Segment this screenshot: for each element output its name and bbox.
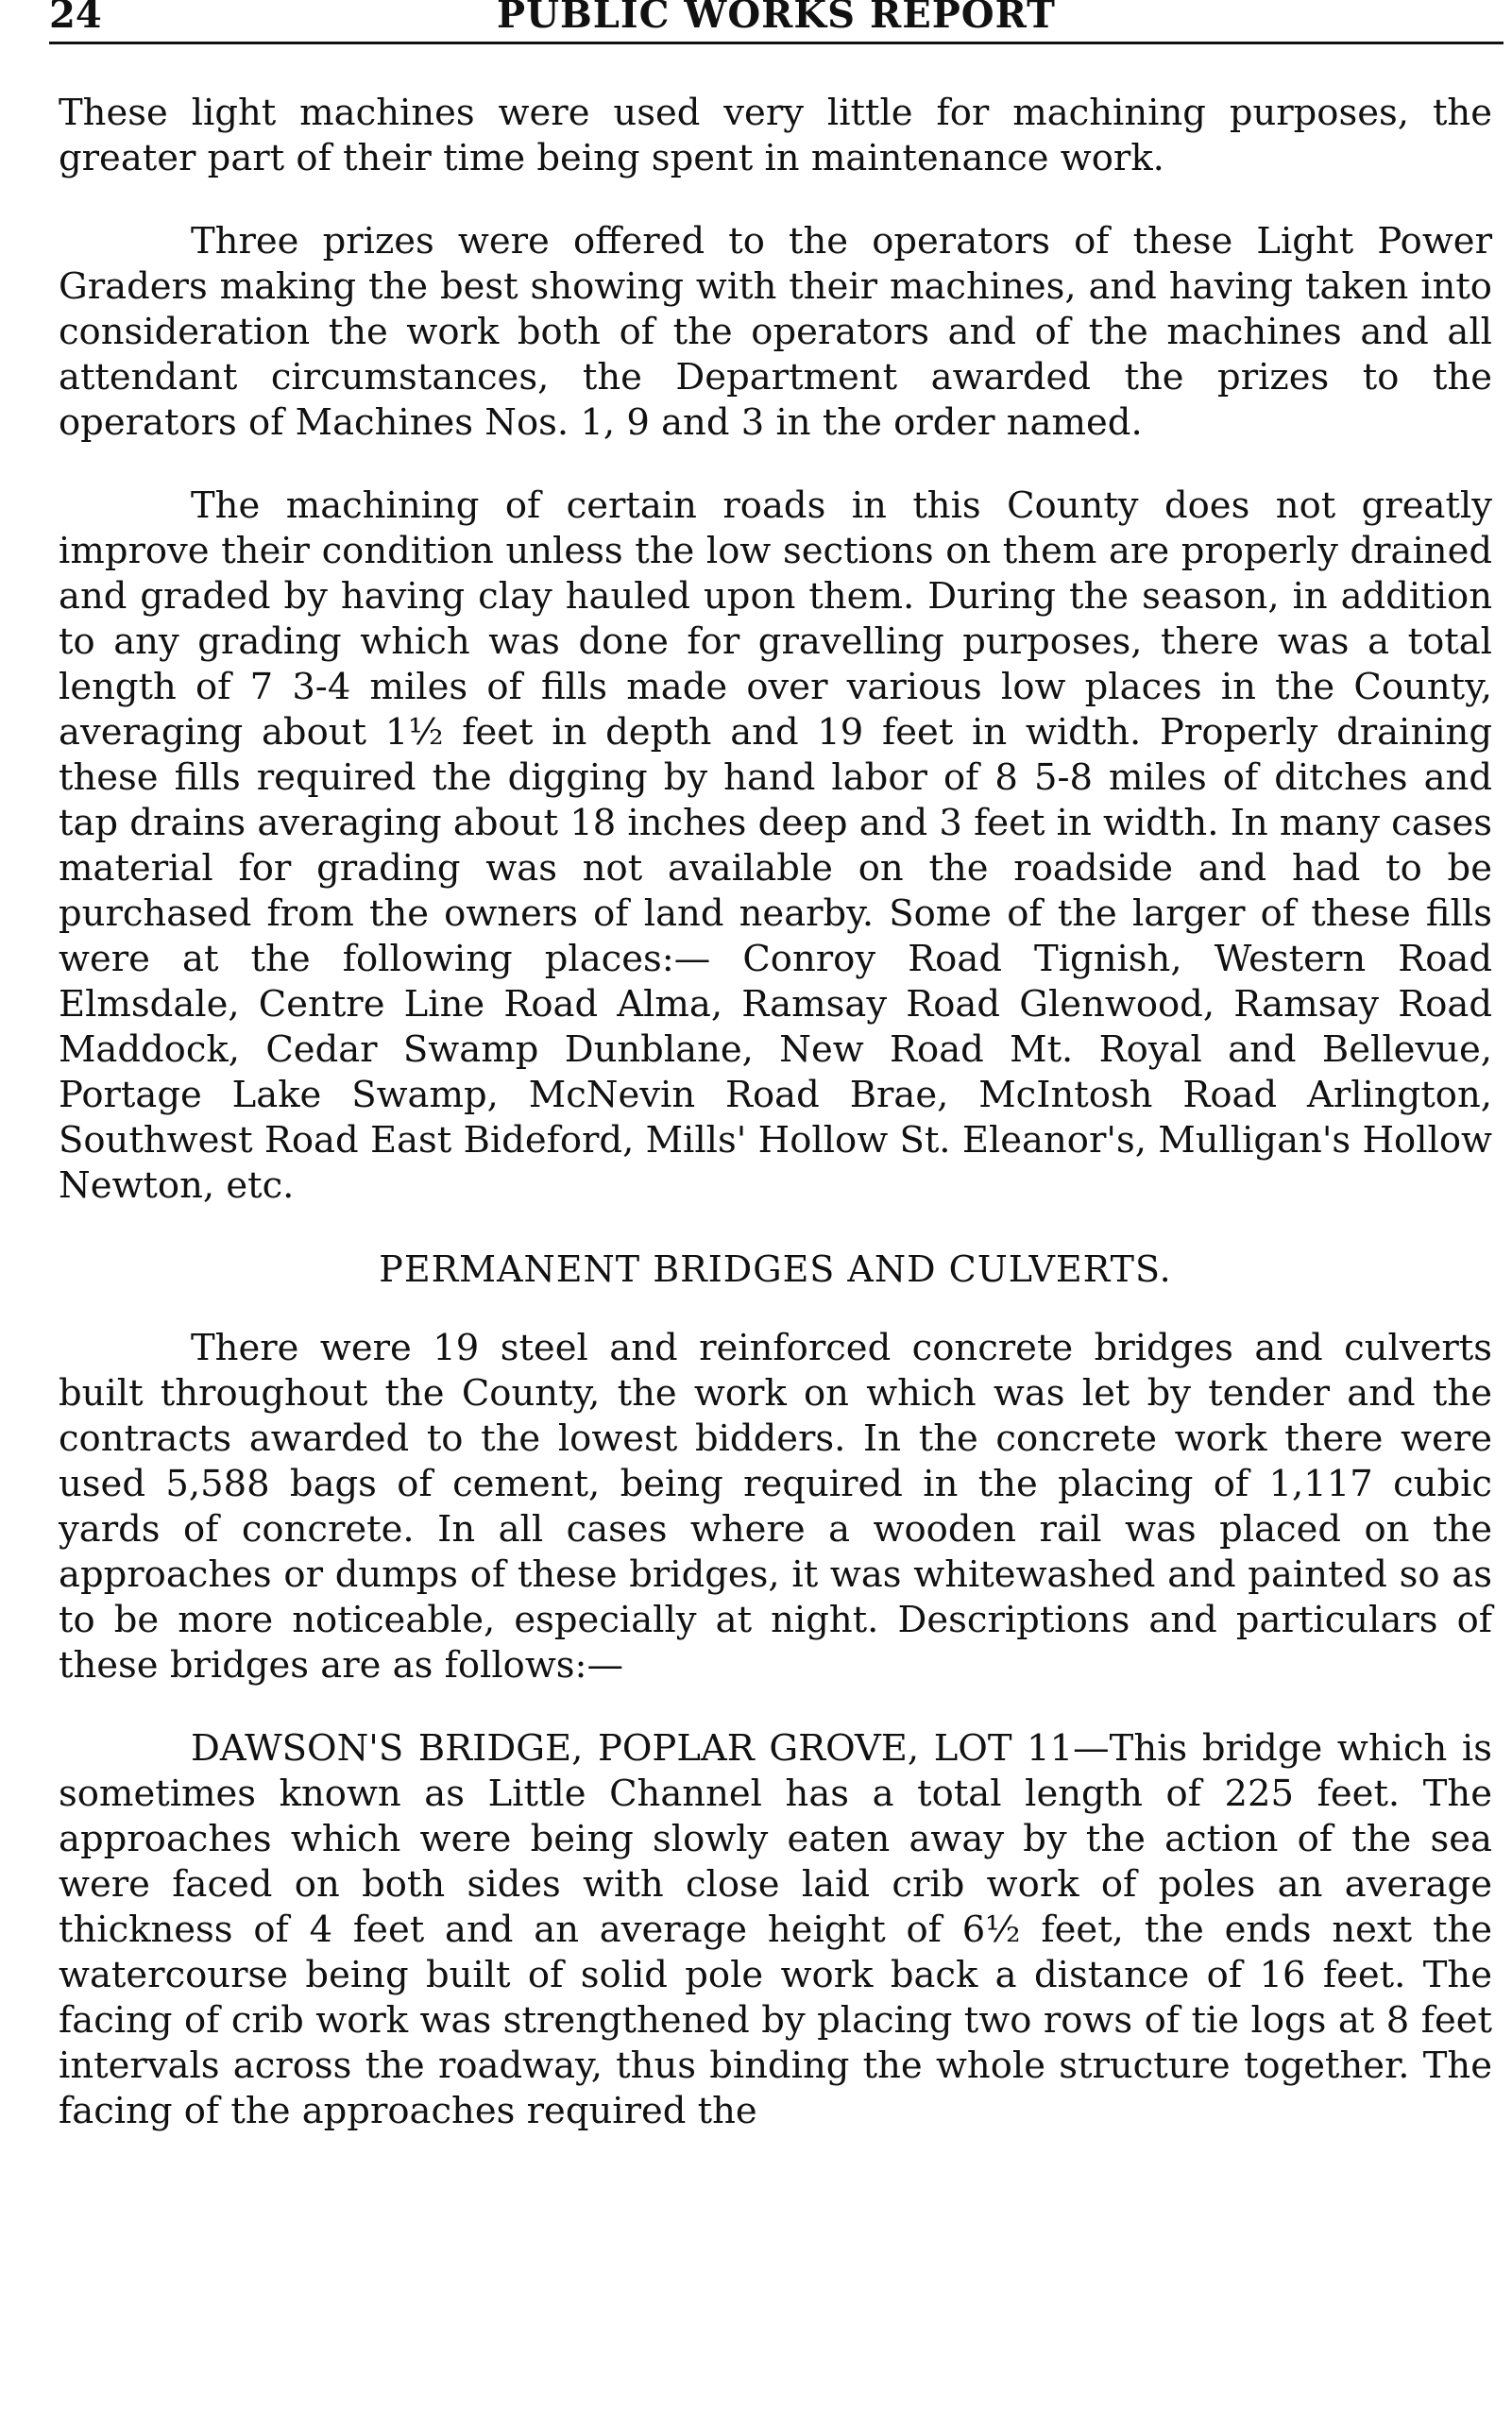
section-heading-permanent-bridges: PERMANENT BRIDGES AND CULVERTS. xyxy=(379,1248,1172,1290)
page-header xyxy=(49,0,1504,44)
page-number: 24 xyxy=(49,0,102,37)
running-title: PUBLIC WORKS REPORT xyxy=(497,0,1056,37)
page-body xyxy=(59,91,1492,2172)
paragraph-light-machines: These light machines were used very little for machining purposes, the greater part of their time being spent in maintenance work. xyxy=(59,92,1492,179)
paragraph-dawsons-bridge: DAWSON'S BRIDGE, POPLAR GROVE, LOT 11—This bridge which is sometimes known as Little Channel has a total length of 225 feet. The approaches which were being slowly eaten away by the action of the sea were faced on both sides with close laid crib work of poles an average thickness of 4 feet and an average height of 6½ feet, the ends next the watercourse being built of solid pole work back a distance of 16 feet. The facing of crib work was strengthened by placing two rows of tie logs at 8 feet intervals across the roadway, thus binding the whole structure together. The facing of the approaches required the xyxy=(59,1727,1492,2132)
paragraph-bridges-culverts: There were 19 steel and reinforced concrete bridges and culverts built throughout the County, the work on which was let by tender and the contracts awarded to the lowest bidders. In the concrete work there were used 5,588 bags of cement, being required in the placing of 1,117 cubic yards of concrete. In all cases where a wooden rail was placed on the approaches or dumps of these bridges, it was whitewashed and painted so as to be more noticeable, especially at night. Descriptions and particulars of these bridges are as follows:— xyxy=(59,1327,1492,1687)
paragraph-road-machining: The machining of certain roads in this County does not greatly improve their condition unless the low sections on them are properly drained and graded by having clay hauled upon them. During the season, in addition to any grading which was done for gravelling purposes, there was a total length of 7 3-4 miles of fills made over various low places in the County, averaging about 1½ feet in depth and 19 feet in width. Properly draining these fills required the digging by hand labor of 8 5-8 miles of ditches and tap drains averaging about 18 inches deep and 3 feet in width. In many cases material for grading was not available on the roadside and had to be purchased from the owners of land nearby. Some of the larger of these fills were at the following places:— Conroy Road Tignish, Western Road Elmsdale, Centre Line Road Alma, Ramsay Road Glenwood, Ramsay Road Maddock, Cedar Swamp Dunblane, New Road Mt. Royal and Bellevue, Portage Lake Swamp, McNevin Road Brae, McIntosh Road Arlington, Southwest Road East Bideford, Mills' Hollow St. Eleanor's, Mulligan's Hollow Newton, etc. xyxy=(59,484,1492,1207)
paragraph-prizes: Three prizes were offered to the operators of these Light Power Graders making the best showing with their machines, and having taken into consideration the work both of the operators and of the machines and all attendant circumstances, the Department awarded the prizes to the operators of Machines Nos. 1, 9 and 3 in the order named. xyxy=(59,220,1492,444)
